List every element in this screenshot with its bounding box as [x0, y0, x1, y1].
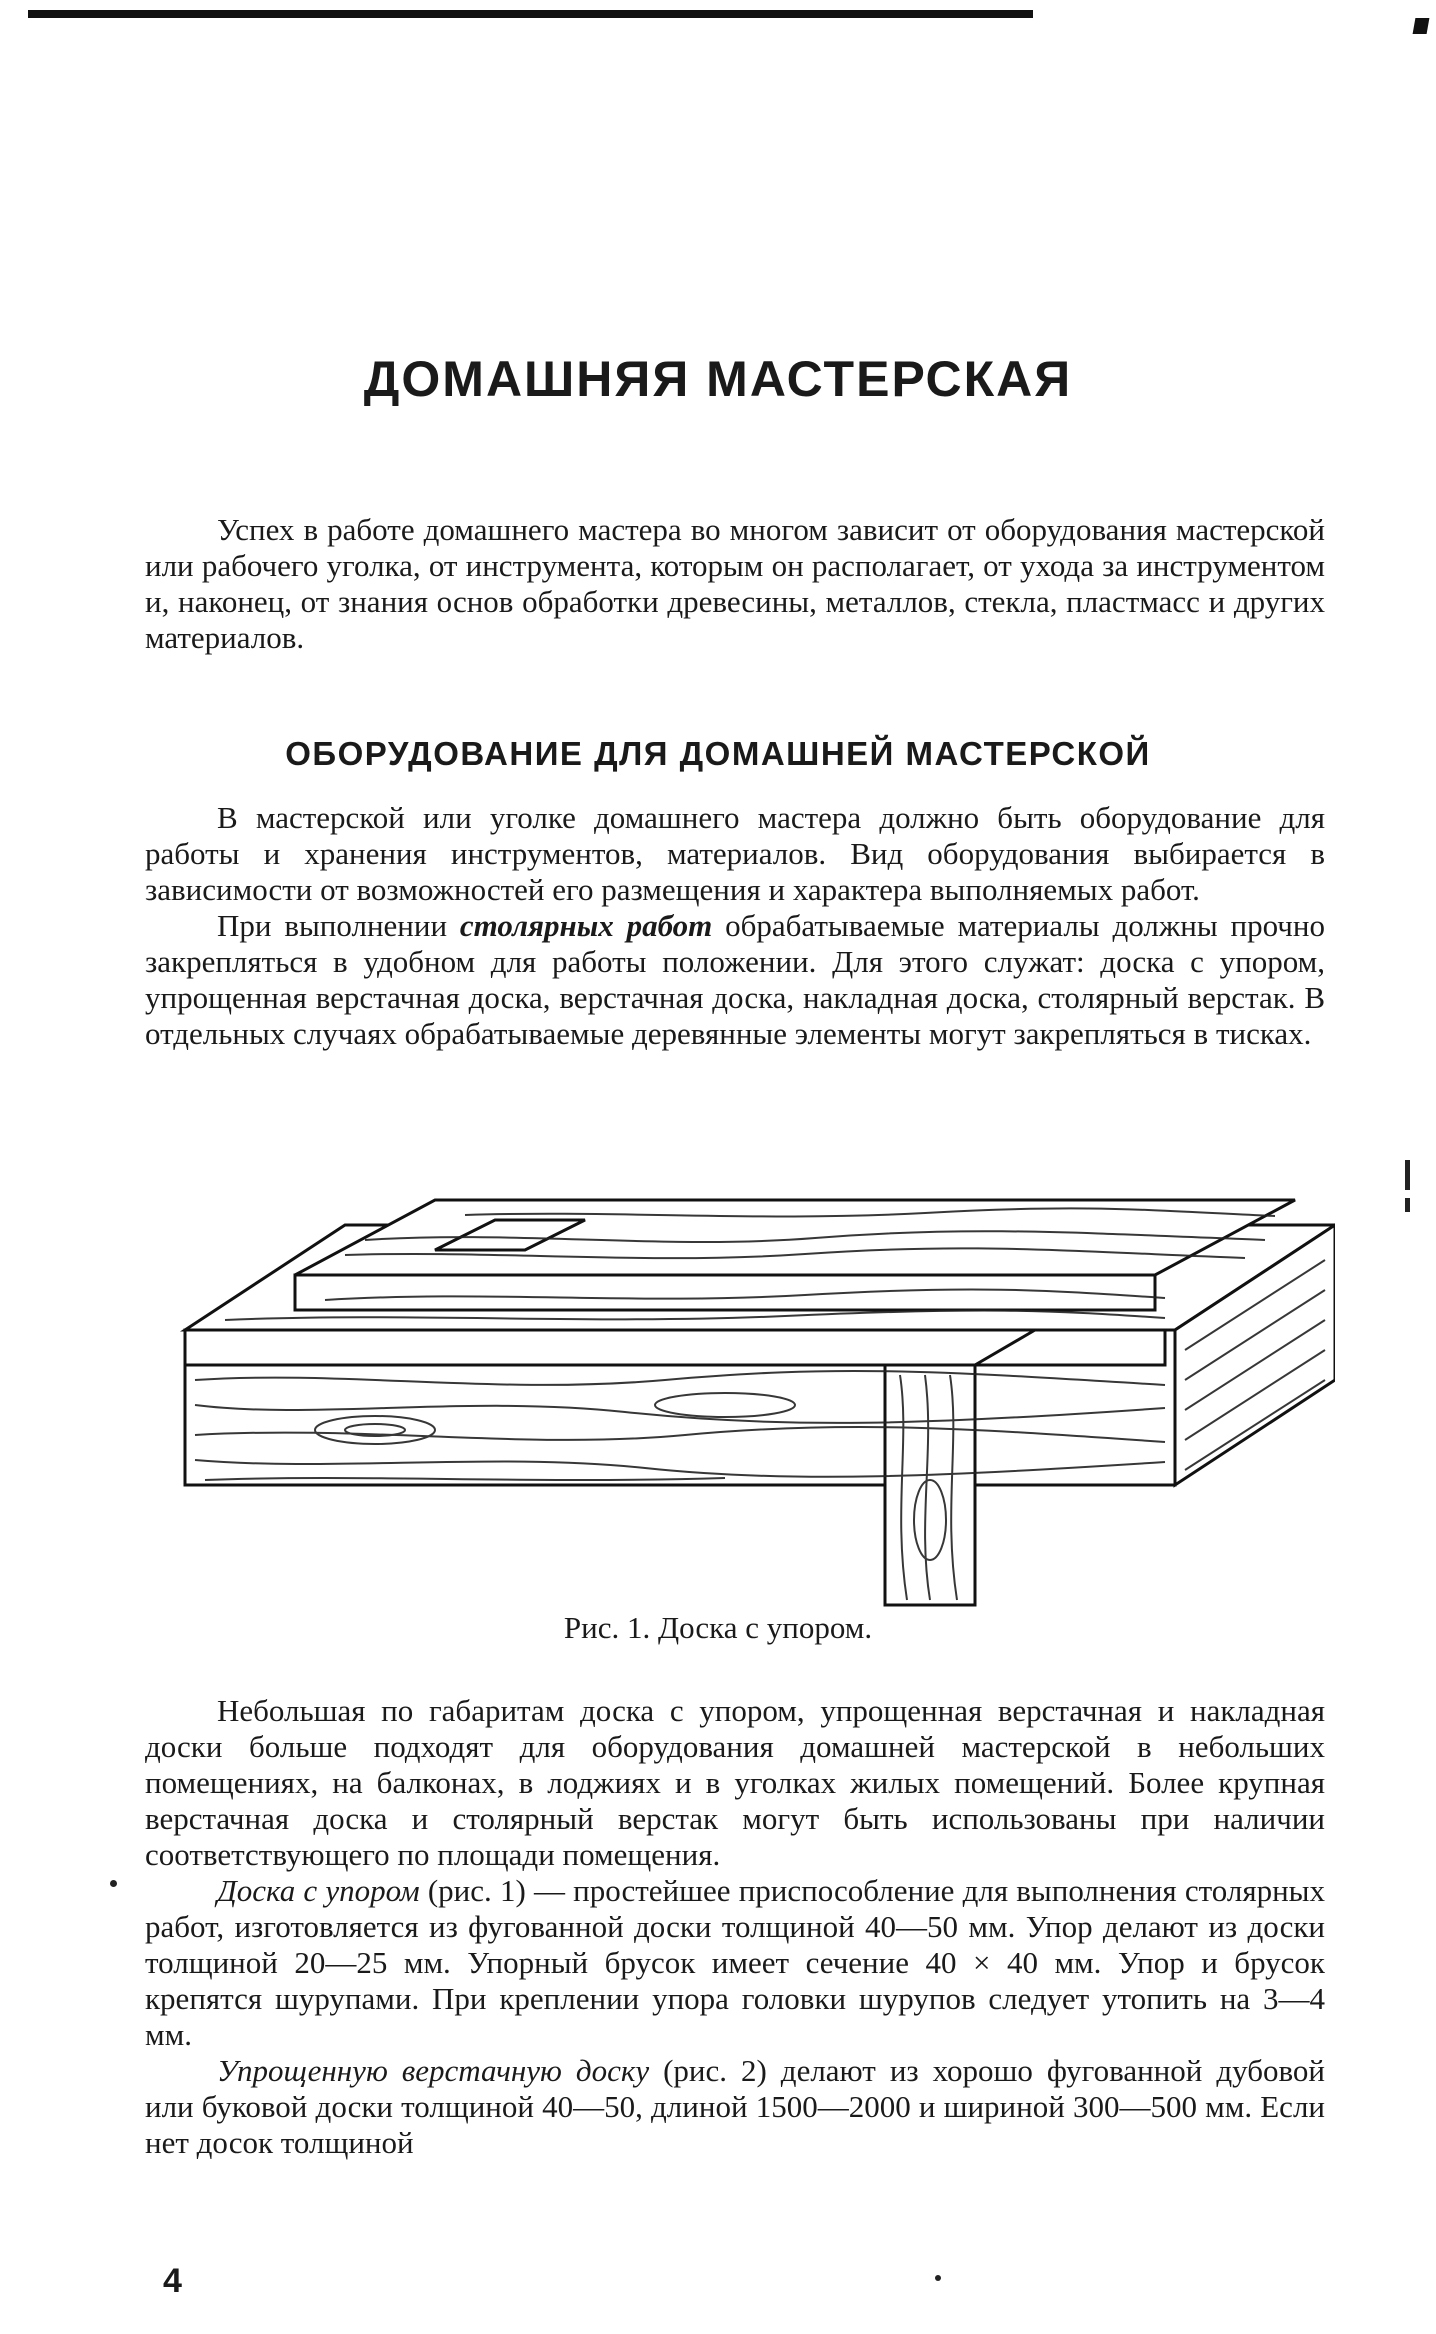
after-paragraph-2	[145, 1873, 1325, 2053]
scan-speck	[935, 2275, 941, 2281]
top-rule	[28, 10, 1033, 18]
p2-after: обрабатываемые материалы должны прочно закрепляться в удобном для работы положении. Для этого служат: доска с упором, упрощенная верстачная доска, верстачная доска, накладная доска, столярный верстак. В отдельных случаях обрабатываемые деревянные элементы могут закрепляться в тисках.	[145, 908, 1325, 1051]
page-number: 4	[163, 2262, 182, 2300]
after-figure-text	[145, 1693, 1325, 2161]
scan-speck	[110, 1880, 117, 1887]
p2-before: При выполнении	[217, 908, 460, 943]
after-paragraph-1: Небольшая по габаритам доска с упором, упрощенная верстачная и накладная доски больше подходят для оборудования домашней мастерской в небольших помещениях, на балконах, в лоджиях и в уголках жилых помещений. Более крупная верстачная доска и столярный верстак могут быть использованы при наличии соответствующего по площади помещения.	[145, 1693, 1325, 1872]
margin-marks	[1405, 1160, 1415, 1220]
after-paragraph-3	[145, 2053, 1325, 2161]
page-title: ДОМАШНЯЯ МАСТЕРСКАЯ	[363, 351, 1073, 407]
p3-term: Упрощенную верстачную доску	[217, 2053, 650, 2088]
figure-board-with-stop	[165, 1180, 1335, 1610]
p2-emphasis: столярных работ	[459, 908, 713, 943]
corner-mark	[1413, 18, 1430, 34]
p2-description: (рис. 1) — простейшее приспособление для выполнения столярных работ, изготовляется из фугованной доски толщиной 40—50 мм. Упор делают из доски толщиной 20—25 мм. Упорный брусок имеет сечение 40 × 40 мм. Упор и брусок крепятся шурупами. При креплении упора головки шурупов следует утопить на 3—4 мм.	[145, 1873, 1325, 2052]
figure-caption: Рис. 1. Доска с упором.	[563, 1610, 873, 1645]
wooden-board-with-stop-illustration	[165, 1180, 1335, 1610]
section-title: ОБОРУДОВАНИЕ ДЛЯ ДОМАШНЕЙ МАСТЕРСКОЙ	[285, 735, 1151, 772]
equipment-text	[145, 800, 1325, 1052]
intro-paragraph: Успех в работе домашнего мастера во многом зависит от оборудования мастерской или рабочего уголка, от инструмента, которым он располагает, от ухода за инструментом и, наконец, от знания основ обработки древесины, металлов, стекла, пластмасс и других материалов.	[145, 512, 1325, 655]
intro-text	[145, 512, 1325, 656]
p2-term: Доска с упором	[217, 1873, 420, 1908]
p3-description: (рис. 2) делают из хорошо фугованной дубовой или буковой доски толщиной 40—50, длиной 1500—2000 и шириной 300—500 мм. Если нет досок толщиной	[145, 2053, 1325, 2160]
equipment-paragraph-2	[145, 908, 1325, 1052]
equipment-paragraph-1: В мастерской или уголке домашнего мастера должно быть оборудование для работы и хранения инструментов, материалов. Вид оборудования выбирается в зависимости от возможностей его размещения и характера выполняемых работ.	[145, 800, 1325, 907]
